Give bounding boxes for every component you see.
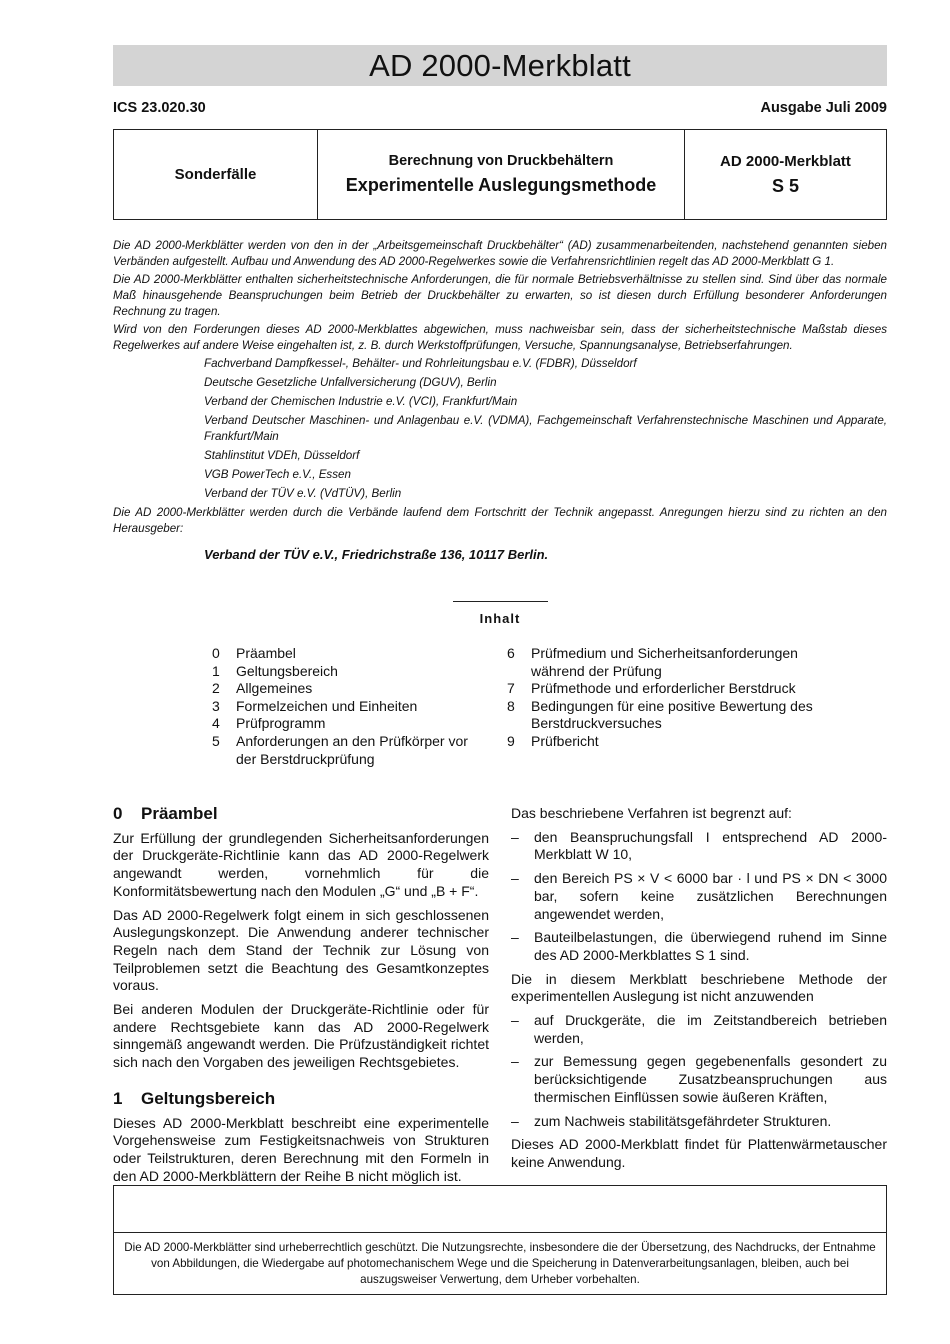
toc-item xyxy=(212,715,492,733)
toc-item xyxy=(507,698,837,733)
intro-paragraph: Die AD 2000-Merkblätter werden durch die Verbände laufend dem Fortschritt der Technik angepasst. Anregungen hierzu sind zu richten an den Herausgeber: xyxy=(113,506,887,535)
toc-item-label: Präambel xyxy=(236,645,296,661)
list-item-text: Bauteilbelastungen, die überwiegend ruhend im Sinne des AD 2000-Merkblattes S 1 sind. xyxy=(534,929,887,963)
association-item: Verband der Chemischen Industrie e.V. (VCI), Frankfurt/Main xyxy=(204,395,518,408)
dash-bullet: – xyxy=(511,1112,519,1129)
association-item: Verband der TÜV e.V. (VdTÜV), Berlin xyxy=(204,487,402,500)
toc-item-label: Allgemeines xyxy=(236,680,313,697)
section-number: 0 xyxy=(113,804,123,823)
body-paragraph: Die in diesem Merkblatt beschriebene Methode der experimentellen Auslegung ist nicht anzuwenden xyxy=(511,970,887,1005)
list-item-text: auf Druckgeräte, die im Zeitstandbereich betrieben werden, xyxy=(534,1012,887,1046)
subject-subtitle: Berechnung von Druckbehältern xyxy=(388,153,614,169)
toc-item-label: Geltungsbereich xyxy=(236,662,338,679)
list-item-text: zur Bemessung gegen gegebenenfalls gesondert zu berücksichtigende Zusatzbeanspruchungen aus thermischen Einflüssen sowie äußeren Kräften, xyxy=(534,1053,887,1105)
toc-item-number: 1 xyxy=(212,662,220,679)
copyright-text: Die AD 2000-Merkblätter sind urheberrechtlich geschützt. Die Nutzungsrechte, insbesondere die der Übersetzung, des Nachdrucks, der Entnahme von Abbildungen, die Wiedergabe auf photomechanischem Wege und die Speicherung in Datenverarbeitungsanlagen, bleiben, auch bei auszugsweiser Verwertung, dem Urheber vorbehalten. xyxy=(124,1240,876,1286)
toc-item-number: 2 xyxy=(212,680,220,697)
toc-item-label: Anforderungen an den Prüfkörper vor der Berstdruckprüfung xyxy=(236,732,468,767)
toc-item-number: 5 xyxy=(212,732,220,749)
section-title: Präambel xyxy=(141,804,218,823)
body-paragraph: Dieses AD 2000-Merkblatt beschreibt eine experimentelle Vorgehensweise zum Festigkeitsnachweis von Strukturen oder Teilstrukturen, deren Berechnung mit den Formeln in den AD 2000-Merkblättern der Reihe B nicht möglich ist. xyxy=(113,1114,489,1184)
category-label: Sonderfälle xyxy=(174,166,257,183)
intro-paragraph: Die AD 2000-Merkblätter enthalten sicherheitstechnische Anforderungen, die für normale Betriebsverhältnisse zu stellen sind. Sind über das normale Maß hinausgehende Beanspruchungen beim Betrieb der Druckbehälter zu erwarten, so ist diesen durch Erfüllung besonderer Anforderungen Rechnung zu tragen. xyxy=(113,273,887,318)
toc-item-label: Formelzeichen und Einheiten xyxy=(236,697,418,714)
footer-box xyxy=(113,1185,887,1295)
intro-text xyxy=(113,238,887,563)
toc-item-number: 6 xyxy=(507,645,515,661)
subject-title: Experimentelle Auslegungsmethode xyxy=(345,175,657,195)
toc-item-label: Prüfmethode und erforderlicher Berstdruck xyxy=(531,680,796,697)
toc-item-label: Bedingungen für eine positive Bewertung des Berstdruckversuches xyxy=(531,697,813,732)
toc-item-number: 4 xyxy=(212,715,220,732)
toc-item xyxy=(212,680,492,698)
toc-item-number: 3 xyxy=(212,697,220,714)
body-column-right xyxy=(511,805,887,1178)
association-item: Deutsche Gesetzliche Unfallversicherung (DGUV), Berlin xyxy=(204,376,497,389)
toc-heading: Inhalt xyxy=(479,611,521,626)
list-item xyxy=(511,829,887,864)
edition-date: Ausgabe Juli 2009 xyxy=(760,100,887,116)
list-item-text: zum Nachweis stabilitätsgefährdeter Strukturen. xyxy=(534,1112,832,1129)
body-paragraph: Das AD 2000-Regelwerk folgt einem in sich geschlossenen Auslegungskonzept. Die Anwendung anderer technischer Regeln nach dem Stand der Technik zur Lösung von Teilproblemen setzt die Beachtung des Gesamtkonzeptes voraus. xyxy=(113,906,489,994)
meta-row xyxy=(113,100,887,120)
dash-bullet: – xyxy=(511,1012,519,1029)
toc-item xyxy=(507,680,837,698)
toc-item-label: Prüfbericht xyxy=(531,732,599,749)
subject-cell xyxy=(318,130,685,219)
toc-item-number: 8 xyxy=(507,697,515,714)
list-item-text: den Bereich PS × V < 6000 bar · l und PS × DN < 3000 bar, sofern keine zusätzlichen Berechnungen angewendet werden, xyxy=(534,870,887,922)
toc-item xyxy=(212,698,492,716)
body-paragraph: Dieses AD 2000-Merkblatt findet für Plattenwärmetauscher keine Anwendung. xyxy=(511,1136,887,1170)
body-paragraph: Das beschriebene Verfahren ist begrenzt auf: xyxy=(511,805,792,821)
toc-item-label: Prüfmedium und Sicherheitsanforderungen während der Prüfung xyxy=(531,645,798,679)
list-item xyxy=(511,1113,887,1131)
toc-item xyxy=(212,663,492,681)
association-item: Fachverband Dampfkessel-, Behälter- und Rohrleitungsbau e.V. (FDBR), Düsseldorf xyxy=(204,357,637,370)
association-item: Verband Deutscher Maschinen- und Anlagenbau e.V. (VDMA), Fachgemeinschaft Verfahrenstechnische Maschinen und Apparate, Frankfurt/Main xyxy=(204,414,887,443)
body-paragraph: Zur Erfüllung der grundlegenden Sicherheitsanforderungen der Druckgeräte-Richtlinie kann das AD 2000-Regelwerk angewandt werden, vornehmlich für die Konformitätsbewertung nach den Modulen „G“ und „B + F“. xyxy=(113,829,489,899)
toc-item xyxy=(507,733,837,751)
separator-line xyxy=(453,601,548,602)
toc-item xyxy=(507,645,837,680)
toc-item-number: 7 xyxy=(507,680,515,697)
ics-code: ICS 23.020.30 xyxy=(113,100,206,116)
toc-item-number: 0 xyxy=(212,645,220,661)
toc-item-label: Prüfprogramm xyxy=(236,715,326,732)
list-item-text: den Beanspruchungsfall I entsprechend AD 2000-Merkblatt W 10, xyxy=(534,828,887,863)
section-number: 1 xyxy=(113,1088,123,1108)
list-item xyxy=(511,1012,887,1047)
dash-bullet: – xyxy=(511,870,519,887)
intro-paragraph: Die AD 2000-Merkblätter werden von den in der „Arbeitsgemeinschaft Druckbehälter“ (AD) zusammenarbeitenden, nachstehend genannten sieben Verbänden aufgestellt. Aufbau und Anwendung des AD 2000-Regelwerkes sowie die Verfahrensrichtlinien regelt das AD 2000-Merkblatt G 1. xyxy=(113,239,887,268)
document-title: AD 2000-Merkblatt xyxy=(113,45,887,86)
dash-bullet: – xyxy=(511,1053,519,1070)
category-cell xyxy=(114,130,318,219)
body-paragraph: Bei anderen Modulen der Druckgeräte-Richtlinie oder für andere Rechtsgebiete kann das AD 2000-Regelwerk sinngemäß angewandt werden. Die Prüfzuständigkeit richtet sich nach den Vorgaben des jeweiligen Rechtsgebietes. xyxy=(113,1001,489,1071)
association-item: Stahlinstitut VDEh, Düsseldorf xyxy=(204,449,360,462)
copyright-notice xyxy=(114,1232,886,1294)
header-box xyxy=(113,129,887,220)
intro-paragraph: Wird von den Forderungen dieses AD 2000-Merkblattes abgewichen, muss nachweisbar sein, dass der sicherheitstechnische Maßstab dieses Regelwerkes auf andere Weise eingehalten ist, z. B. durch Werkstoffprüfungen, Versuche, Spannungsanalyse, Betriebserfahrungen. xyxy=(113,323,887,352)
dash-bullet: – xyxy=(511,929,519,946)
section-title: Geltungsbereich xyxy=(141,1088,276,1108)
toc-column-left xyxy=(212,645,492,768)
toc-item xyxy=(212,733,492,768)
dash-bullet: – xyxy=(511,828,519,845)
body-column-left xyxy=(113,805,489,1191)
section-heading-preamble xyxy=(113,805,489,823)
publisher-address: Verband der TÜV e.V., Friedrichstraße 136, 10117 Berlin. xyxy=(204,547,549,562)
list-item xyxy=(511,870,887,923)
list-item xyxy=(511,1053,887,1106)
toc-item xyxy=(212,645,492,663)
list-item xyxy=(511,929,887,964)
sheet-id-cell xyxy=(685,130,886,219)
sheet-code: S 5 xyxy=(771,175,800,196)
toc-item-number: 9 xyxy=(507,732,515,749)
toc-column-right xyxy=(507,645,837,751)
association-item: VGB PowerTech e.V., Essen xyxy=(204,468,351,481)
section-heading-scope xyxy=(113,1090,489,1108)
sheet-label: AD 2000-Merkblatt xyxy=(720,152,851,170)
